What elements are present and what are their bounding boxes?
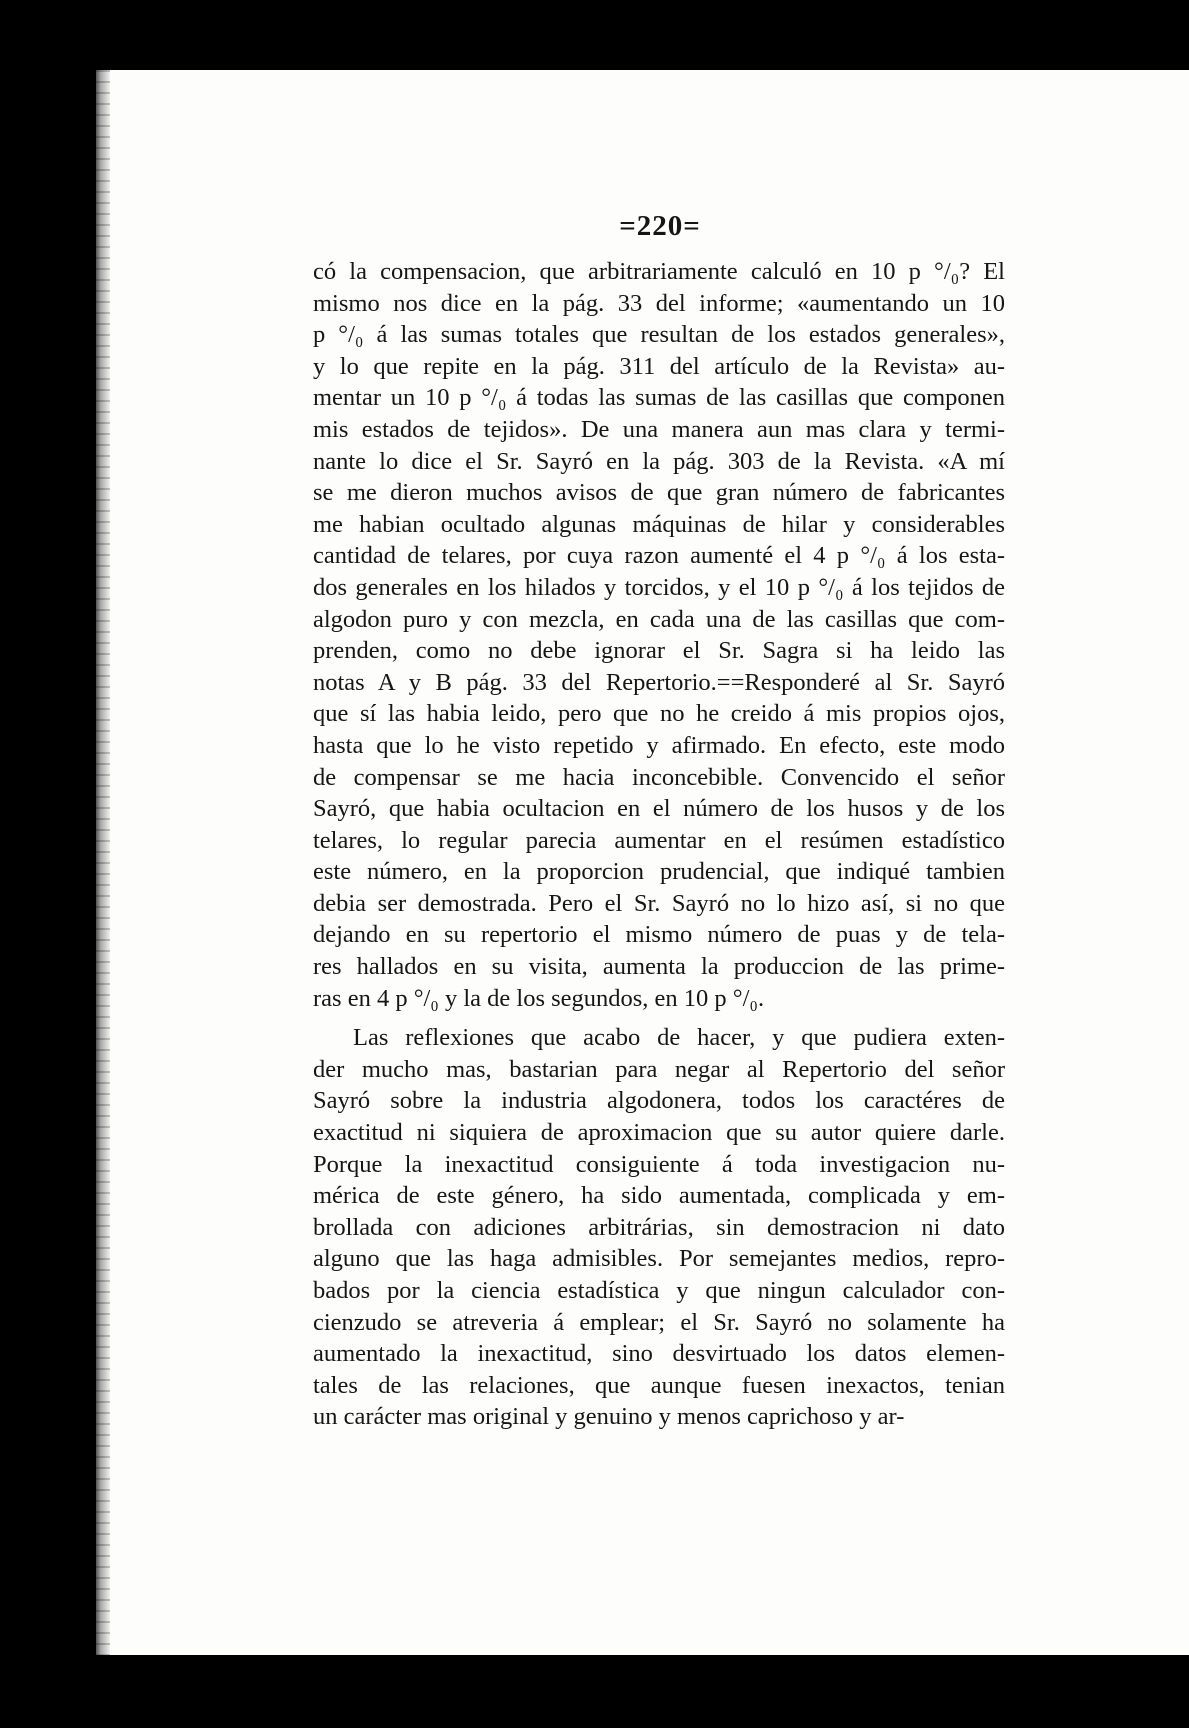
text-line: der mucho mas, bastarian para negar al Repertorio del señor bbox=[313, 1055, 1005, 1083]
text-line: exactitud ni siquiera de aproximacion que su autor quiere darle. bbox=[313, 1119, 1005, 1147]
text-line: p °/₀ á las sumas totales que resultan de los estados generales», bbox=[313, 321, 1005, 349]
text-line: tales de las relaciones, que aunque fuesen inexactos, tenian bbox=[313, 1371, 1005, 1399]
text-line: ras en 4 p °/₀ y la de los segundos, en 10 p °/₀. bbox=[313, 984, 765, 1012]
text-line: brollada con adiciones arbitrárias, sin demostracion ni dato bbox=[313, 1213, 1005, 1241]
text-line: un carácter mas original y genuino y menos caprichoso y ar- bbox=[313, 1403, 905, 1431]
text-line: se me dieron muchos avisos de que gran número de fabricantes bbox=[313, 479, 1005, 507]
paragraph bbox=[313, 1022, 1005, 1433]
page-number: =220= bbox=[619, 210, 701, 242]
text-line: algodon puro y con mezcla, en cada una de las casillas que com- bbox=[313, 605, 1005, 633]
text-line: que sí las habia leido, pero que no he creido á mis propios ojos, bbox=[313, 700, 1005, 728]
binding-edge-specks bbox=[96, 70, 110, 1655]
paragraph-gap bbox=[313, 1014, 1005, 1022]
text-line: Sayró sobre la industria algodonera, todos los caractéres de bbox=[313, 1087, 1005, 1115]
text-line: de compensar se me hacia inconcebible. Convencido el señor bbox=[313, 763, 1005, 791]
text-line: hasta que lo he visto repetido y afirmado. En efecto, este modo bbox=[313, 731, 1005, 759]
text-line: y lo que repite en la pág. 311 del artículo de la Revista» au- bbox=[313, 352, 1005, 380]
text-line: este número, en la proporcion prudencial, que indiqué tambien bbox=[313, 858, 1005, 886]
text-line: mis estados de tejidos». De una manera aun mas clara y termi- bbox=[313, 415, 1005, 443]
text-line: cantidad de telares, por cuya razon aumenté el 4 p °/₀ á los esta- bbox=[313, 542, 1005, 570]
text-line: alguno que las haga admisibles. Por semejantes medios, repro- bbox=[313, 1245, 1005, 1273]
text-line: bados por la ciencia estadística y que ningun calculador con- bbox=[313, 1277, 1005, 1304]
text-line: mentar un 10 p °/₀ á todas las sumas de las casillas que componen bbox=[313, 384, 1005, 412]
text-line: mismo nos dice en la pág. 33 del informe; «aumentando un 10 bbox=[313, 289, 1005, 317]
text-line: notas A y B pág. 33 del Repertorio.==Responderé al Sr. Sayró bbox=[313, 668, 1005, 696]
text-line: dos generales en los hilados y torcidos, y el 10 p °/₀ á los tejidos de bbox=[313, 573, 1005, 601]
text-line: có la compensacion, que arbitrariamente calculó en 10 p °/₀? El bbox=[313, 258, 1005, 285]
text-line: mérica de este género, ha sido aumentada, complicada y em- bbox=[313, 1182, 1005, 1210]
text-line: Porque la inexactitud consiguiente á toda investigacion nu- bbox=[313, 1150, 1005, 1178]
paragraph bbox=[313, 256, 1005, 1014]
text-line: nante lo dice el Sr. Sayró en la pág. 303 de la Revista. «A mí bbox=[313, 447, 1005, 475]
text-line: me habian ocultado algunas máquinas de hilar y considerables bbox=[313, 510, 1005, 538]
text-line: debia ser demostrada. Pero el Sr. Sayró no lo hizo así, si no que bbox=[313, 889, 1005, 917]
text-line: Las reflexiones que acabo de hacer, y que pudiera exten- bbox=[353, 1024, 1005, 1052]
text-line: prenden, como no debe ignorar el Sr. Sagra si ha leido las bbox=[313, 637, 1005, 665]
text-line: aumentado la inexactitud, sino desvirtuado los datos elemen- bbox=[313, 1340, 1005, 1368]
text-line: telares, lo regular parecia aumentar en el resúmen estadístico bbox=[313, 826, 1005, 854]
text-line: res hallados en su visita, aumenta la produccion de las prime- bbox=[313, 953, 1005, 981]
text-line: cienzudo se atreveria á emplear; el Sr. Sayró no solamente ha bbox=[313, 1308, 1005, 1336]
body-text bbox=[313, 256, 1005, 1433]
text-line: Sayró, que habia ocultacion en el número de los husos y de los bbox=[313, 795, 1005, 823]
text-line: dejando en su repertorio el mismo número de puas y de tela- bbox=[313, 921, 1005, 949]
